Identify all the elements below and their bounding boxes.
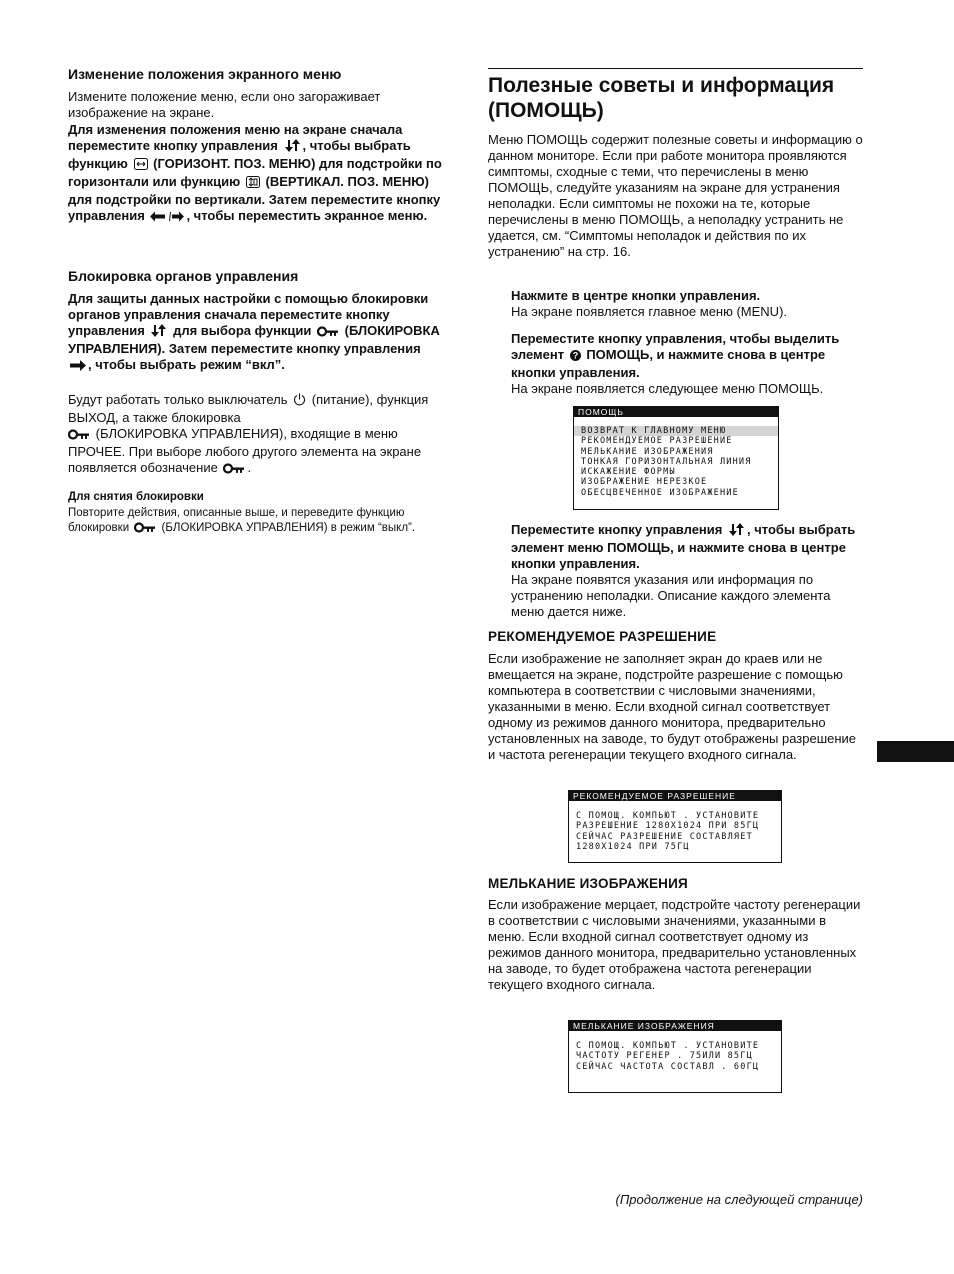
menu-position-intro: Измените положение меню, если оно загораживает изображение на экране.: [68, 89, 381, 120]
osd-help-title: ПОМОЩЬ: [574, 407, 778, 417]
vertical-position-icon: [246, 176, 260, 192]
help-intro: Меню ПОМОЩЬ содержит полезные советы и информацию о данном мониторе. Если при работе монитора проявляются симптомы, сходные с теми, что перечислены в меню ПОМОЩЬ, следуйте указаниям на экране для устранения неполадки. Если симптомы не похожи на те, которые перечислены в меню ПОМОЩЬ, а неполадку устранить не удается, см. “Симптомы неполадок и действия по их устранению” на стр. 16.: [488, 132, 863, 259]
title-rule: [488, 68, 863, 69]
osd-line: РАЗРЕШЕНИЕ 1280X1024 ПРИ 85ГЦ: [576, 821, 760, 832]
arrow-down-up-icon: [284, 139, 301, 156]
osd-line: С ПОМОЩ. КОМПЬЮТ . УСТАНОВИТЕ: [576, 1041, 760, 1051]
osd-help-menu: [573, 406, 779, 510]
osd-line: 1280X1024 ПРИ 75ГЦ: [576, 841, 690, 852]
osd-menu-item: МЕЛЬКАНИЕ ИЗОБРАЖЕНИЯ: [581, 446, 714, 457]
arrow-down-up-icon: [150, 324, 167, 341]
osd-menu-item: ИЗОБРАЖЕНИЕ НЕРЕЗКОЕ: [581, 477, 708, 488]
osd-line: С ПОМОЩ. КОМПЬЮТ . УСТАНОВИТЕ: [576, 811, 760, 821]
osd-resolution-title: РЕКОМЕНДУЕМОЕ РАЗРЕШЕНИЕ: [569, 791, 781, 801]
help-question-icon: [570, 349, 581, 365]
key-icon: [134, 522, 156, 538]
recommended-resolution-text: Если изображение не заполняет экран до краев или не вмещается на экране, подстройте разрешение с помощью компьютера в соответствии с числовыми значениями, указанными в меню. Если входной сигнал соответствует одному из режимов данного монитора, предварительно установленных на заводе, то будут отображены разрешение и частота регенерации текущего входного сигнала.: [488, 651, 857, 762]
control-lock-instructions: Для защиты данных настройки с помощью блокировки органов управления сначала переместите кнопку управления для выбора функции (БЛОКИРОВКА УПРАВЛЕНИЯ). Затем переместите кнопку управления , чтобы выбрать режим “вкл”.: [68, 291, 443, 375]
step-3: Переместите кнопку управления , чтобы выбрать элемент меню ПОМОЩЬ, и нажмите снова в центре кнопки управления. На экране появятся указания или информация по устранению неполадки. Описание каждого элемента меню дается ниже.: [511, 522, 856, 619]
arrow-down-up-icon: [728, 523, 745, 540]
osd-menu-item: РЕКОМЕНДУЕМОЕ РАЗРЕШЕНИЕ: [581, 436, 733, 447]
osd-menu-item: ИСКАЖЕНИЕ ФОРМЫ: [581, 467, 676, 478]
arrow-right-icon: [70, 359, 86, 375]
page-title: Полезные советы и информация (ПОМОЩЬ): [488, 74, 835, 122]
menu-position-heading: Изменение положения экранного меню: [68, 66, 342, 82]
osd-line: СЕЙЧАС РАЗРЕШЕНИЕ СОСТАВЛЯЕТ: [576, 831, 753, 842]
recommended-resolution-heading: РЕКОМЕНДУЕМОЕ РАЗРЕШЕНИЕ: [488, 629, 717, 644]
key-icon: [317, 325, 339, 341]
unlock-heading: Для снятия блокировки: [68, 491, 204, 503]
osd-line: СЕЙЧАС ЧАСТОТА СОСТАВЛ . 60ГЦ: [576, 1061, 760, 1072]
osd-flicker-title: МЕЛЬКАНИЕ ИЗОБРАЖЕНИЯ: [569, 1021, 781, 1031]
arrow-left-right-icon: [150, 210, 184, 226]
key-icon: [223, 462, 245, 478]
control-lock-note: Будут работать только выключатель (питание), функция ВЫХОД, а также блокировка (БЛОКИРОВКА УПРАВЛЕНИЯ), входящие в меню ПРОЧЕЕ. При выборе любого другого элемента на экране появляется обозначение .: [68, 392, 443, 478]
horizontal-position-icon: [134, 158, 148, 174]
osd-menu-item: ТОНКАЯ ГОРИЗОНТАЛЬНАЯ ЛИНИЯ: [581, 456, 752, 467]
image-flicker-text: Если изображение мерцает, подстройте частоту регенерации в соответствии с числовыми значениями, указанными в меню. Если входной сигнал соответствует одному из режимов данного монитора, предварительно установленных на заводе, то будет отображена частота регенерации текущего входного сигнала.: [488, 897, 861, 992]
step-1: Нажмите в центре кнопки управления. На экране появляется главное меню (MENU).: [511, 288, 788, 319]
osd-menu-item: ОБЕСЦВЕЧЕННОЕ ИЗОБРАЖЕНИЕ: [581, 487, 739, 498]
osd-flicker-screen: [568, 1020, 782, 1093]
power-icon: [293, 393, 306, 410]
image-flicker-heading: МЕЛЬКАНИЕ ИЗОБРАЖЕНИЯ: [488, 876, 688, 891]
unlock-text: Повторите действия, описанные выше, и переведите функцию блокировки (БЛОКИРОВКА УПРАВЛЕНИЯ) в режим “выкл”.: [68, 506, 443, 538]
key-icon: [68, 428, 90, 444]
section-tab-marker: [877, 741, 954, 762]
menu-position-instructions: Для изменения положения меню на экране сначала переместите кнопку управления , чтобы выбрать функцию (ГОРИЗОНТ. ПОЗ. МЕНЮ) для подстройки по горизонтали или функцию (ВЕРТИКАЛ. ПОЗ. МЕНЮ) для подстройки по вертикали. Затем переместите кнопку управления , чтобы переместить экранное меню.: [68, 122, 443, 226]
control-lock-heading: Блокировка органов управления: [68, 268, 299, 284]
osd-resolution-screen: [568, 790, 782, 863]
osd-menu-item: ВОЗВРАТ К ГЛАВНОМУ МЕНЮ: [574, 426, 778, 436]
step-2: Переместите кнопку управления, чтобы выделить элемент ? ПОМОЩЬ, и нажмите снова в центре кнопки управления. На экране появляется следующее меню ПОМОЩЬ.: [511, 331, 840, 396]
osd-line: ЧАСТОТУ РЕГЕНЕР . 75ИЛИ 85ГЦ: [576, 1051, 753, 1062]
svg-text:?: ?: [572, 350, 578, 361]
continued-footer: (Продолжение на следующей странице): [615, 1192, 863, 1207]
